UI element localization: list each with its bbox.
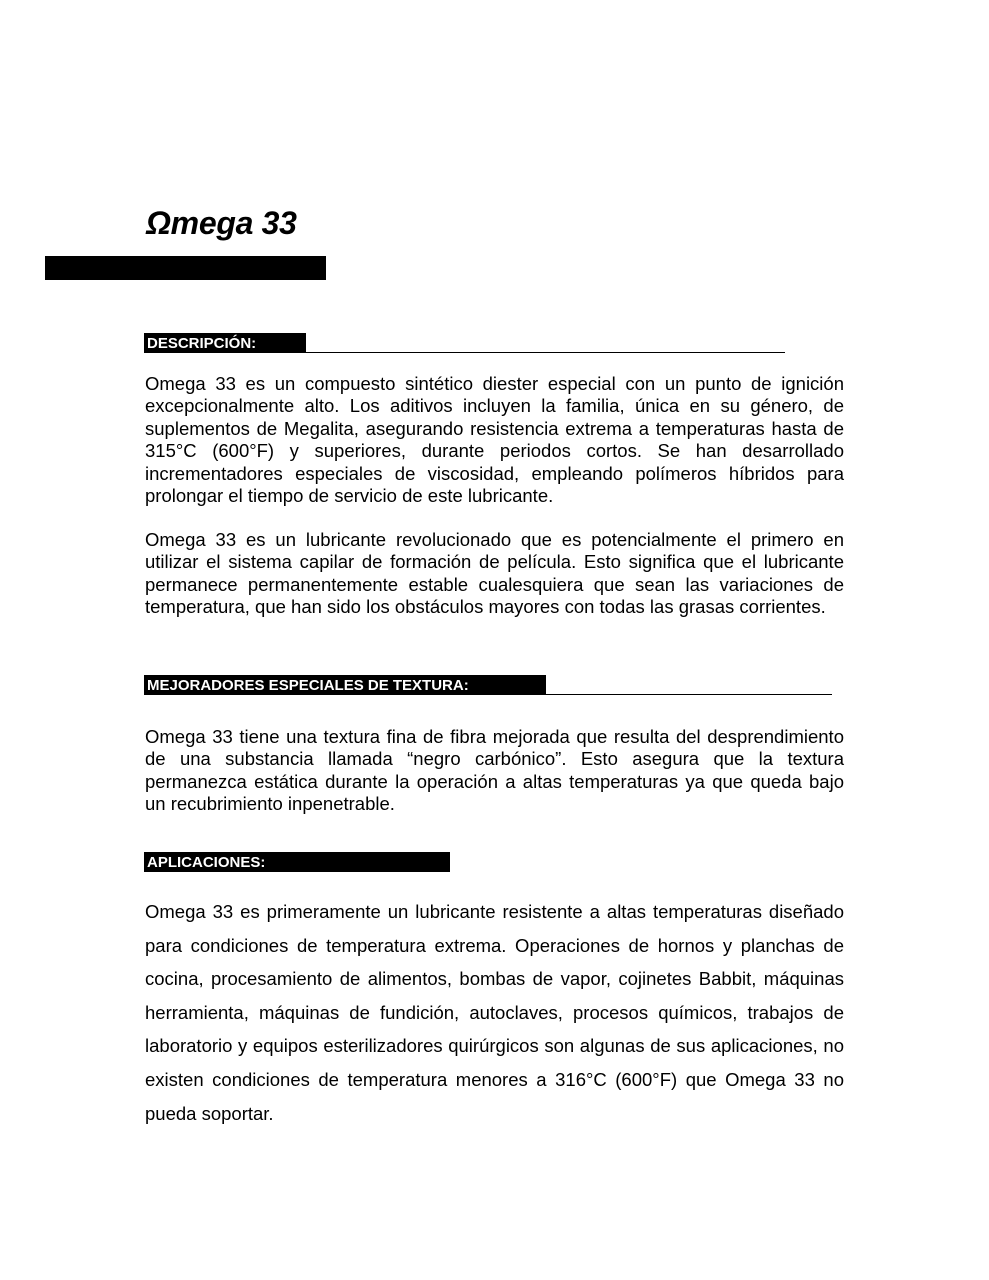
title-underline-bar: [45, 256, 326, 280]
paragraph-descripcion-1: Omega 33 es un compuesto sintético diester especial con un punto de ignición excepcionalmente alto. Los aditivos incluyen la familia, única en su género, de suplementos de Megalita, asegurando resistencia extrema a temperaturas hasta de 315°C (600°F) y superiores, durante periodos cortos. Se han desarrollado incrementadores especiales de viscosidad, empleando polímeros híbridos para prolongar el tiempo de servicio de este lubricante.: [145, 373, 844, 507]
section-header-aplicaciones: [144, 852, 450, 872]
section-rule: [546, 694, 832, 695]
section-heading-descripcion: DESCRIPCIÓN:: [144, 333, 306, 353]
section-header-descripcion: [144, 333, 785, 353]
paragraph-aplicaciones-1: Omega 33 es primeramente un lubricante resistente a altas temperaturas diseñado para condiciones de temperatura extrema. Operaciones de hornos y planchas de cocina, procesamiento de alimentos, bombas de vapor, cojinetes Babbit, máquinas herramienta, máquinas de fundición, autoclaves, procesos químicos, trabajos de laboratorio y equipos esterilizadores quirúrgicos son algunas de sus aplicaciones, no existen condiciones de temperatura menores a 316°C (600°F) que Omega 33 no pueda soportar.: [145, 901, 844, 1124]
page-title: Ωmega 33: [146, 205, 297, 241]
paragraph-mejoradores-1: Omega 33 tiene una textura fina de fibra mejorada que resulta del desprendimiento de una substancia llamada “negro carbónico”. Esto asegura que la textura permanezca estática durante la operación a altas temperaturas ya que queda bajo un recubrimiento inpenetrable.: [145, 726, 844, 815]
paragraph-descripcion-2: Omega 33 es un lubricante revolucionado que es potencialmente el primero en utilizar el sistema capilar de formación de película. Esto significa que el lubricante permanece permanentemente estable cualesquiera que sean las variaciones de temperatura, que han sido los obstáculos mayores con todas las grasas corrientes.: [145, 529, 844, 618]
section-heading-aplicaciones: APLICACIONES:: [144, 852, 450, 872]
section-header-mejoradores: [144, 675, 832, 695]
section-heading-mejoradores: MEJORADORES ESPECIALES DE TEXTURA:: [144, 675, 546, 695]
section-rule: [306, 352, 785, 353]
